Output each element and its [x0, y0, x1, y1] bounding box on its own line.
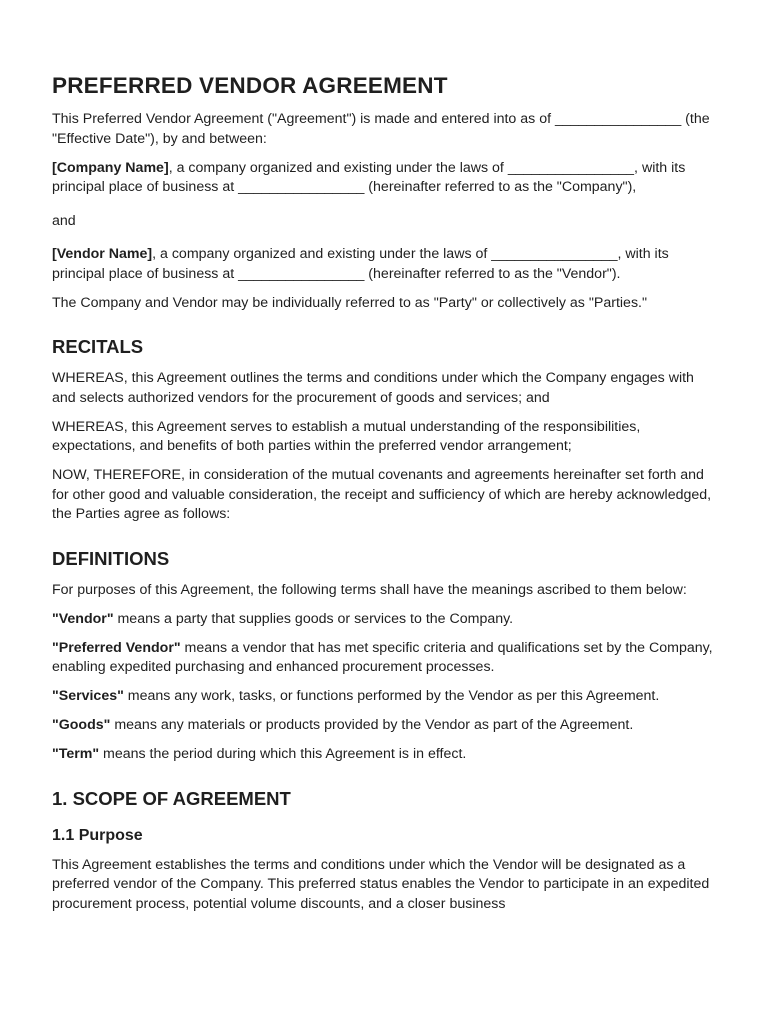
purpose-subheading: 1.1 Purpose	[52, 826, 143, 844]
definitions-heading: DEFINITIONS	[52, 547, 170, 569]
definition-text: means the period during which this Agreement is in effect.	[99, 746, 467, 762]
scope-heading: 1. SCOPE OF AGREEMENT	[52, 787, 291, 809]
recital-paragraph-1: WHEREAS, this Agreement outlines the terms and conditions under which the Company engages with and selects authorized vendors for the procurement of goods and services; and	[52, 370, 694, 406]
definition-term: "Goods"	[52, 717, 111, 733]
recitals-heading: RECITALS	[52, 336, 144, 357]
recital-paragraph-3: NOW, THEREFORE, in consideration of the mutual covenants and agreements hereinafter set forth and for other good and valuable consideration, the receipt and sufficiency of which are hereby acknowledged, the Parties agree as follows:	[52, 467, 712, 522]
purpose-paragraph: This Agreement establishes the terms and conditions under which the Vendor will be designated as a preferred vendor of the Company. This preferred status enables the Vendor to participate in an expedited procurement process, potential volume discounts, and a closer business	[52, 856, 710, 912]
vendor-paragraph	[52, 245, 720, 284]
definition-services	[52, 687, 720, 707]
company-name-placeholder: [Company Name]	[52, 159, 169, 176]
definition-term: "Term"	[52, 746, 100, 762]
definition-vendor	[52, 610, 720, 630]
parties-paragraph: The Company and Vendor may be individually referred to as "Party" or collectively as "Parties."	[52, 294, 648, 311]
and-connector: and	[52, 212, 76, 229]
vendor-name-placeholder: [Vendor Name]	[52, 246, 153, 262]
document-title: PREFERRED VENDOR AGREEMENT	[52, 73, 448, 98]
definition-preferred-vendor	[52, 639, 720, 678]
vendor-details: , a company organized and existing under the laws of ________________, with its principal place of business at ________________ (hereinafter referred to as the "Vendor").	[52, 246, 669, 282]
definition-text: means a vendor that has met specific criteria and qualifications set by the Company, enabling expedited purchasing and enhanced procurement processes.	[52, 639, 713, 675]
recital-paragraph-2: WHEREAS, this Agreement serves to establish a mutual understanding of the responsibilities, expectations, and benefits of both parties within the preferred vendor arrangement;	[52, 418, 641, 454]
document-page	[52, 72, 720, 924]
definition-text: means any materials or products provided by the Vendor as part of the Agreement.	[110, 717, 634, 733]
definitions-intro: For purposes of this Agreement, the following terms shall have the meanings ascribed to them below:	[52, 581, 687, 598]
definition-term: "Services"	[52, 688, 124, 704]
definition-term: "Vendor"	[52, 610, 114, 627]
definition-text: means any work, tasks, or functions performed by the Vendor as per this Agreement.	[123, 688, 660, 704]
company-details: , a company organized and existing under the laws of ________________, with its principal place of business at ________________ (hereinafter referred to as the "Company"),	[52, 159, 686, 195]
company-paragraph	[52, 159, 720, 198]
definition-term: "Preferred Vendor"	[52, 639, 181, 656]
definition-goods	[52, 716, 720, 736]
definition-term-period	[52, 745, 720, 765]
definition-text: means a party that supplies goods or services to the Company.	[113, 610, 514, 627]
intro-paragraph: This Preferred Vendor Agreement ("Agreement") is made and entered into as of ________________ (the "Effective Date"), by and between:	[52, 111, 710, 147]
